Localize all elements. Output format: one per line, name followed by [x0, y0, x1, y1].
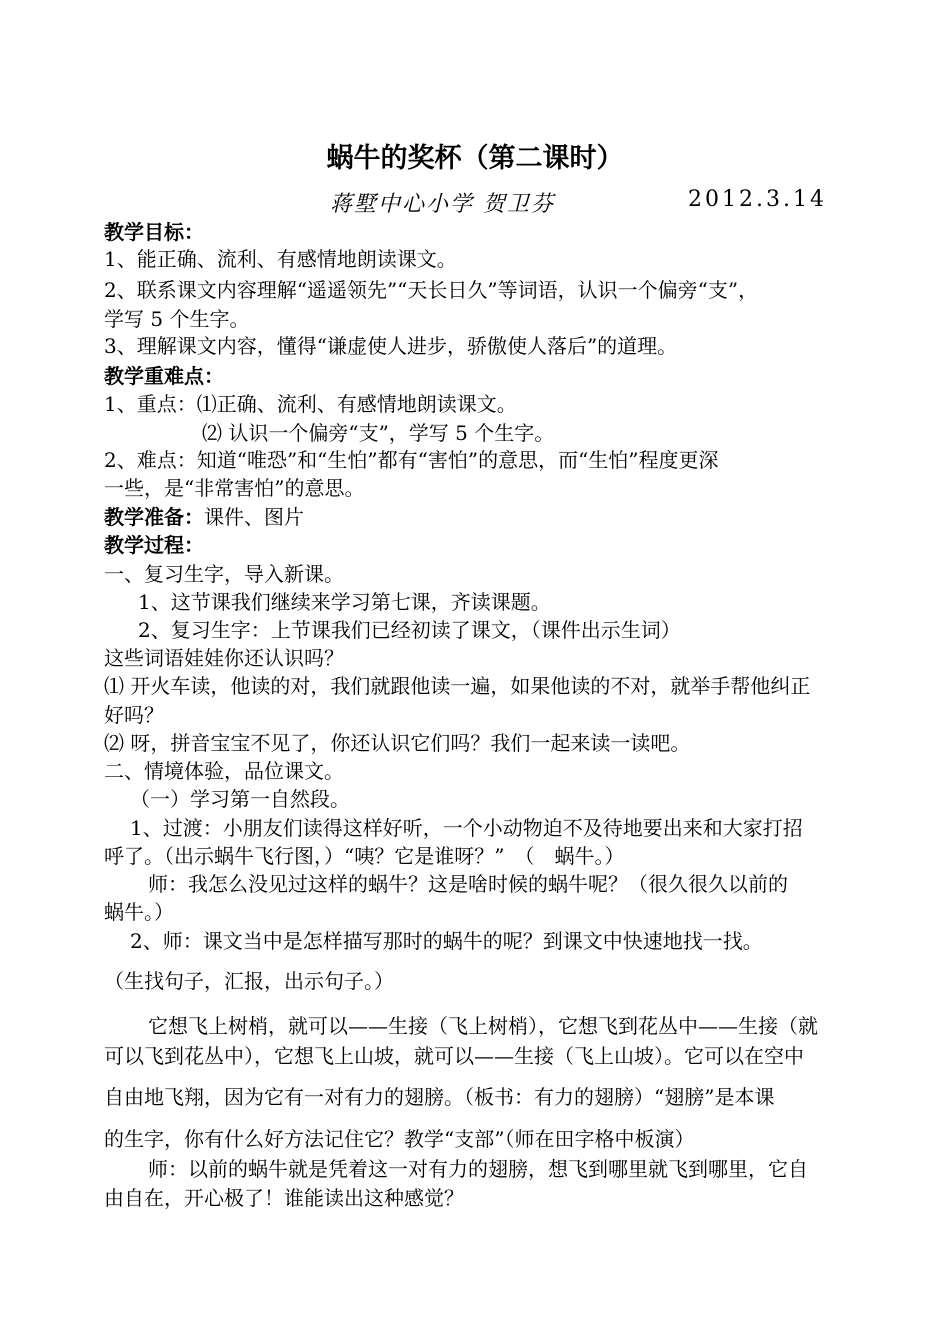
step-2-item-2: 2、师：课文当中是怎样描写那时的蜗牛的呢？到课文中快速地找一找。 — [130, 929, 763, 953]
step-1-heading: 一、复习生字，导入新课。 — [104, 562, 344, 586]
step-2-item-1-continued: 呼了。（出示蜗牛飞行图，）“咦？它是谁呀？” （ 蜗牛。） — [104, 844, 625, 868]
quoted-passage-line-3: 自由地飞翔，因为它有一对有力的翅膀。（板书：有力的翅膀）“翅膀”是本课 — [104, 1085, 775, 1109]
section-heading-key-points: 教学重难点： — [104, 364, 224, 388]
preparation-line — [104, 504, 304, 530]
difficulty-continued: 一些，是“非常害怕”的意思。 — [104, 476, 365, 500]
quoted-passage-line-2: 可以飞到花丛中），它想飞上山坡，就可以——生接（飞上山坡）。它可以在空中 — [104, 1044, 804, 1068]
step-1-item-2-continued: 这些词语娃娃你还认识吗？ — [104, 646, 344, 670]
step-1-item-2: 2、复习生字：上节课我们已经初读了课文，（课件出示生词） — [138, 618, 681, 642]
step-2-heading: 二、情境体验，品位课文。 — [104, 759, 344, 783]
step-1-sub-1-continued: 好吗？ — [104, 703, 164, 727]
teacher-question-continued: 蜗牛。） — [104, 900, 174, 924]
objective-2-continued: 学写 5 个生字。 — [104, 307, 250, 331]
document-author: 蒋墅中心小学 贺卫芬 — [330, 192, 555, 217]
objective-3: 3、理解课文内容，懂得“谦虚使人进步，骄傲使人落后”的道理。 — [104, 334, 678, 358]
objective-2: 2、联系课文内容理解“遥遥领先”“天长日久”等词语，认识一个偏旁“支”， — [104, 278, 759, 302]
key-point-1: 1、重点：⑴正确、流利、有感情地朗读课文。 — [104, 392, 517, 416]
step-1-sub-2: ⑵ 呀，拼音宝宝不见了，你还认识它们吗？我们一起来读一读吧。 — [104, 731, 691, 755]
section-heading-process: 教学过程： — [104, 533, 204, 557]
teacher-prompt: 师：以前的蜗牛就是凭着这一对有力的翅膀，想飞到哪里就飞到哪里，它自 — [148, 1157, 808, 1181]
preparation-text: 课件、图片 — [204, 505, 304, 529]
quoted-passage-line-4: 的生字，你有什么好方法记住它？教学“支部”（师在田字格中板演） — [104, 1127, 695, 1151]
teacher-question: 师：我怎么没见过这样的蜗牛？这是啥时候的蜗牛呢？（很久很久以前的 — [148, 872, 788, 896]
student-activity: （生找句子，汇报，出示句子。） — [104, 969, 394, 993]
step-2-part-1: （一）学习第一自然段。 — [130, 787, 350, 811]
step-1-item-1: 1、这节课我们继续来学习第七课，齐读课题。 — [138, 590, 551, 614]
difficulty: 2、难点：知道“唯恐”和“生怕”都有“害怕”的意思，而“生怕”程度更深 — [104, 448, 719, 472]
document-title: 蜗牛的奖杯（第二课时） — [326, 143, 624, 174]
step-2-item-1: 1、过渡：小朋友们读得这样好听，一个小动物迫不及待地要出来和大家打招 — [130, 816, 803, 840]
teacher-prompt-continued: 由自在，开心极了！谁能读出这种感觉？ — [104, 1186, 464, 1210]
step-1-sub-1: ⑴ 开火车读，他读的对，我们就跟他读一遍，如果他读的不对，就举手帮他纠正 — [104, 674, 811, 698]
quoted-passage-line-1: 它想飞上树梢，就可以——生接（飞上树梢），它想飞到花丛中——生接（就 — [148, 1014, 818, 1038]
section-heading-objectives: 教学目标： — [104, 220, 204, 244]
section-heading-preparation: 教学准备： — [104, 505, 204, 529]
key-point-1-sub-2: ⑵ 认识一个偏旁“支”，学写 5 个生字。 — [202, 421, 555, 445]
document-date: 2012.3.14 — [688, 187, 827, 212]
objective-1: 1、能正确、流利、有感情地朗读课文。 — [104, 247, 457, 271]
